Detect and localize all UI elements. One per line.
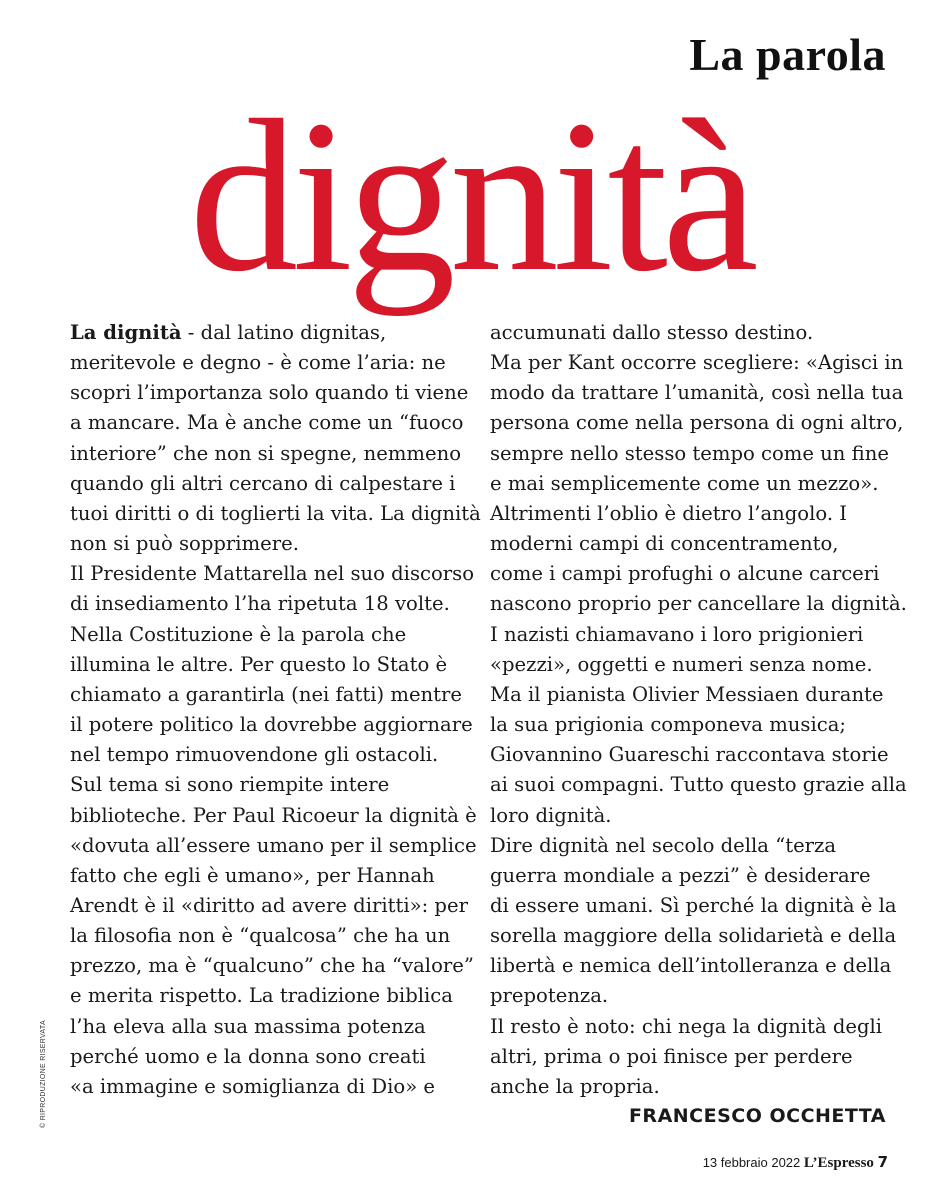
text-line: di insediamento l’ha ripetuta 18 volte.	[70, 592, 450, 616]
text-line: «a immagine e somiglianza di Dio» e	[70, 1074, 436, 1098]
text-line: prepotenza.	[490, 984, 609, 1008]
text-line: a mancare. Ma è anche come un “fuoco	[70, 411, 464, 435]
text-line: Il resto è noto: chi nega la dignità degli	[490, 1014, 883, 1038]
magazine-logo: L’Espresso	[803, 1155, 874, 1171]
left-column-lines	[70, 348, 481, 1102]
right-column-lines	[490, 318, 910, 1102]
section-title: La parola	[689, 29, 886, 80]
headline-word: dignità	[189, 76, 753, 317]
text-line: moderni campi di concentramento,	[490, 532, 839, 556]
text-line: di essere umani. Sì perché la dignità è la	[490, 893, 897, 917]
text-line: Ma per Kant occorre scegliere: «Agisci in	[490, 351, 904, 375]
text-line: nel tempo rimuovendone gli ostacoli.	[70, 743, 439, 767]
article-first-line	[70, 318, 472, 348]
text-line: Il Presidente Mattarella nel suo discorso	[70, 562, 474, 586]
text-line: «dovuta all’essere umano per il semplice	[70, 833, 477, 857]
text-line: Altrimenti l’oblio è dietro l’angolo. I	[490, 501, 848, 525]
text-line: la filosofia non è “qualcosa” che ha un	[70, 924, 451, 948]
text-line: biblioteche. Per Paul Ricoeur la dignità è	[70, 803, 477, 827]
text-line: altri, prima o poi finisce per perdere	[490, 1044, 853, 1068]
text-line: tuoi diritti o di toglierti la vita. La dignità	[70, 501, 481, 525]
text-line: perché uomo e la donna sono creati	[70, 1044, 426, 1068]
text-line: come i campi profughi o alcune carceri	[490, 562, 880, 586]
text-line: l’ha eleva alla sua massima potenza	[70, 1014, 426, 1038]
text-line: e mai semplicemente come un mezzo».	[490, 471, 879, 495]
text-line: Dire dignità nel secolo della “terza	[490, 833, 837, 857]
text-line: I nazisti chiamavano i loro prigionieri	[490, 622, 864, 646]
text-line: il potere politico la dovrebbe aggiornare	[70, 713, 473, 737]
text-line: non si può sopprimere.	[70, 532, 299, 556]
copyright-notice: © RIPRODUZIONE RISERVATA	[40, 1020, 47, 1128]
text-line: libertà e nemica dell’intolleranza e della	[490, 954, 892, 978]
first-line-rest: - dal latino dignitas,	[181, 321, 387, 344]
text-line: «pezzi», oggetti e numeri senza nome.	[490, 652, 873, 676]
text-line: guerra mondiale a pezzi” è desiderare	[490, 863, 871, 887]
text-line: loro dignità.	[490, 803, 612, 827]
text-line: Ma il pianista Olivier Messiaen durante	[490, 682, 884, 706]
text-line: sempre nello stesso tempo come un fine	[490, 441, 889, 465]
text-line: interiore” che non si spegne, nemmeno	[70, 441, 462, 465]
text-line: Nella Costituzione è la parola che	[70, 622, 407, 646]
issue-date: 13 febbraio 2022	[702, 1155, 801, 1170]
page-number: 7	[877, 1153, 888, 1171]
text-line: scopri l’importanza solo quando ti viene	[70, 381, 469, 405]
text-line: sorella maggiore della solidarietà e della	[490, 924, 897, 948]
text-line: anche la propria.	[490, 1074, 660, 1098]
text-line: Arendt è il «diritto ad avere diritti»: per	[70, 893, 468, 917]
text-line: la sua prigionia componeva musica;	[490, 713, 846, 737]
text-line: chiamato a garantirla (nei fatti) mentre	[70, 682, 462, 706]
text-line: e merita rispetto. La tradizione biblica	[70, 984, 453, 1008]
author-byline: FRANCESCO OCCHETTA	[628, 1105, 886, 1127]
text-line: illumina le altre. Per questo lo Stato è	[70, 652, 448, 676]
text-line: prezzo, ma è “qualcuno” che ha “valore”	[70, 954, 474, 978]
text-line: Giovannino Guareschi raccontava storie	[490, 743, 889, 767]
page-footer	[703, 1153, 888, 1172]
article-column-right	[490, 318, 910, 1102]
text-line: Sul tema si sono riempite intere	[70, 773, 390, 797]
text-line: fatto che egli è umano», per Hannah	[70, 863, 435, 887]
text-line: quando gli altri cercano di calpestare i	[70, 471, 456, 495]
text-line: meritevole e degno - è come l’aria: ne	[70, 351, 446, 375]
text-line: modo da trattare l’umanità, così nella tua	[490, 381, 904, 405]
lead-word: La dignità	[70, 321, 182, 344]
text-line: accumunati dallo stesso destino.	[490, 321, 814, 344]
text-line: persona come nella persona di ogni altro,	[490, 411, 904, 435]
article-column-left	[70, 318, 481, 1102]
text-line: ai suoi compagni. Tutto questo grazie alla	[490, 773, 907, 797]
text-line: nascono proprio per cancellare la dignità.	[490, 592, 907, 616]
